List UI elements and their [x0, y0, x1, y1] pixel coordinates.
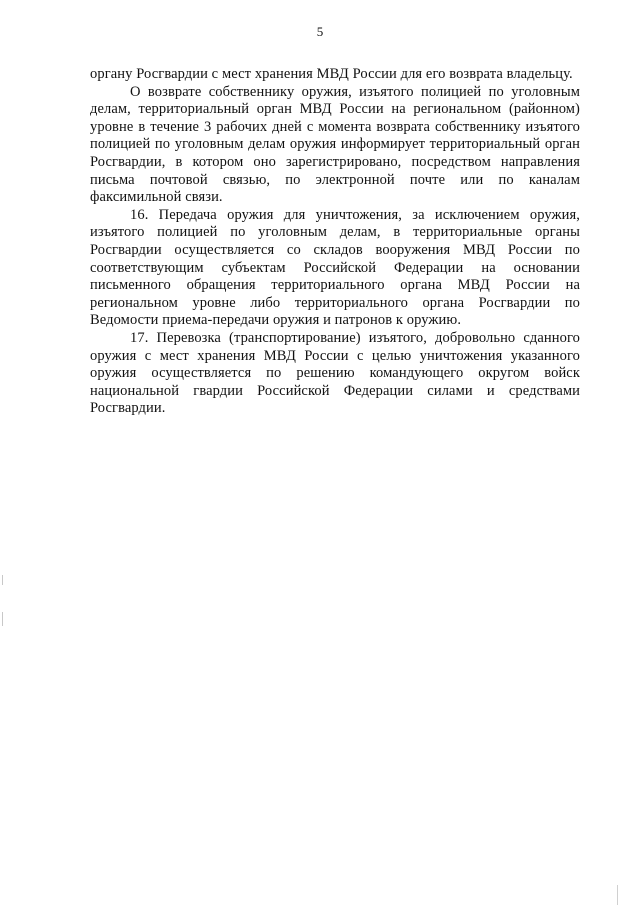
paragraph-item-16: 16. Передача оружия для уничтожения, за исключением оружия, изъятого полицией по уголовным делам, в территориальные органы Росгвардии осуществляется со складов вооружения МВД России по соответствующим субъектам Российской Федерации на основании письменного обращения территориального органа МВД России на региональном уровне либо территориального органа Росгвардии по Ведомости приема-передачи оружия и патронов к оружию. [90, 206, 580, 329]
scan-edge-mark [2, 575, 3, 585]
page-number: 5 [316, 24, 324, 39]
scan-edge-mark [2, 612, 3, 626]
paragraph-return-notice: О возврате собственнику оружия, изъятого полицией по уголовным делам, территориальный орган МВД России на региональном (районном) уровне в течение 3 рабочих дней с момента возврата собственнику изъятого полицией по уголовным делам оружия информирует территориальный орган Росгвардии, в котором оно зарегистрировано, посредством направления письма почтовой связью, по электронной почте или по каналам факсимильной связи. [90, 83, 580, 206]
paragraph-item-17: 17. Перевозка (транспортирование) изъятого, добровольно сданного оружия с мест хранения МВД России с целью уничтожения указанного оружия осуществляется по решению командующего округом войск национальной гвардии Российской Федерации силами и средствами Росгвардии. [90, 329, 580, 417]
paragraph-continuation: органу Росгвардии с мест хранения МВД России для его возврата владельцу. [90, 66, 573, 82]
scan-corner-mark [617, 885, 618, 905]
document-body [90, 66, 580, 418]
